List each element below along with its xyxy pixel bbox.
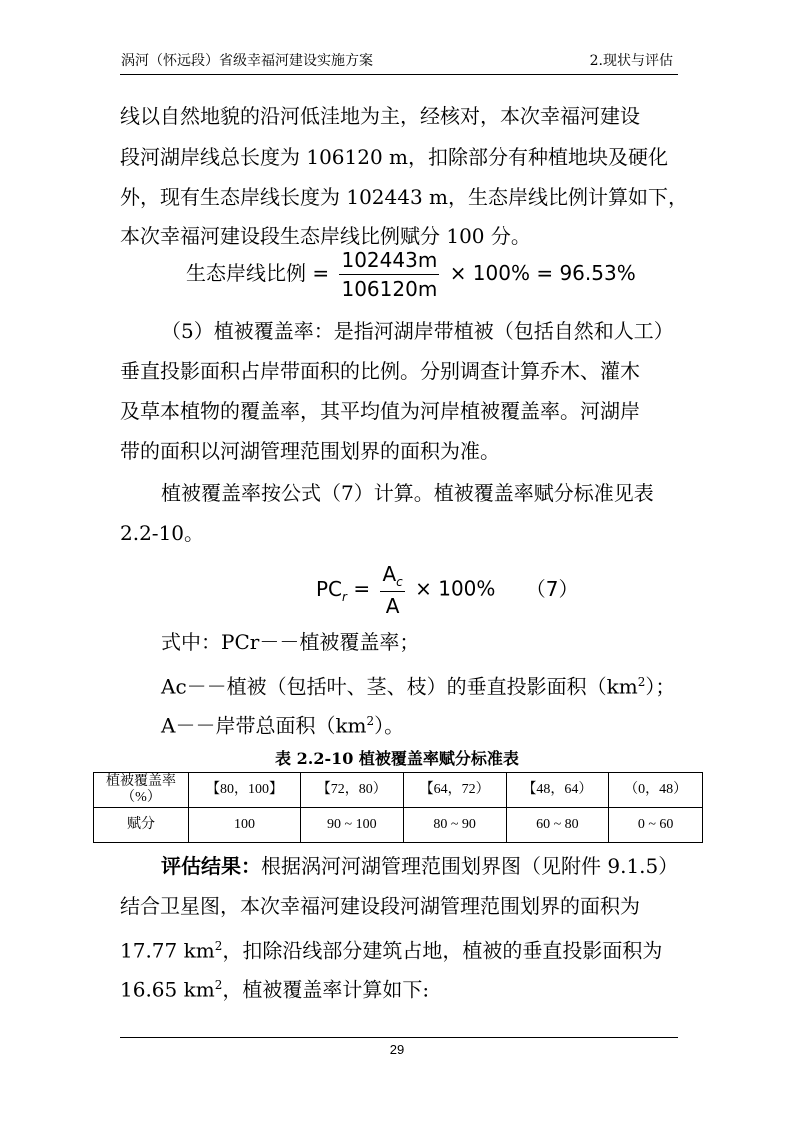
paragraph-line: 段河湖岸线总长度为 106120 m，扣除部分有种植地块及硬化: [120, 145, 669, 169]
table-cell: 80 ~ 90: [403, 808, 506, 843]
table-cell: 100: [189, 808, 301, 843]
page-header: [121, 50, 677, 74]
header-section: 2.现状与评估: [589, 53, 673, 69]
paragraph-line: 及草本植物的覆盖率，其平均值为河岸植被覆盖率。河湖岸: [120, 399, 640, 423]
table-row: [94, 808, 703, 843]
table-cell: 【80，100】: [189, 773, 301, 808]
result-line: 结合卫星图，本次幸福河建设段河湖管理范围划界的面积为: [120, 894, 640, 918]
formula-multiplier: × 100%: [415, 576, 496, 601]
formula-result: × 100% = 96.53%: [449, 261, 636, 285]
vegetation-score-table: [93, 772, 703, 843]
table-caption: 表 2.2-10 植被覆盖率赋分标准表: [275, 749, 519, 768]
definition-line: Ac－－植被（包括叶、茎、枝）的垂直投影面积$(km^2)$；: [161, 674, 676, 699]
table-cell: 【48，64）: [506, 773, 609, 808]
paragraph-line: 线以自然地貌的沿河低洼地为主，经核对，本次幸福河建设: [120, 104, 640, 128]
formula-denominator: 106120m: [341, 277, 438, 301]
definition-line: A－－岸带总面积$(km^2)$。: [161, 713, 405, 738]
result-line: 17.77 $km^2$，扣除沿线部分建筑占地，植被的垂直投影面积为: [120, 938, 663, 963]
result-line: 16.65 $km^2$，植被覆盖率计算如下:: [120, 977, 430, 1002]
table-cell: 90 ~ 100: [300, 808, 403, 843]
paragraph-line: 植被覆盖率按公式（7）计算。植被覆盖率赋分标准见表: [161, 481, 654, 505]
table-row-header: 赋分: [94, 808, 189, 843]
result-line: 评估结果：根据涡河河湖管理范围划界图（见附件 9.1.5）: [161, 854, 679, 878]
formula-vegetation-coverage: [316, 562, 579, 618]
formula-label: 生态岸线比例 =: [186, 261, 330, 285]
table-cell: 【64，72）: [403, 773, 506, 808]
paragraph-line: （5）植被覆盖率：是指河湖岸带植被（包括自然和人工）: [161, 319, 674, 343]
table-row-header: 植被覆盖率（%）: [94, 773, 189, 808]
formula-tag: （7）: [525, 576, 579, 601]
paragraph-line: 带的面积以河湖管理范围划界的面积为准。: [120, 439, 500, 463]
table-row: [94, 773, 703, 808]
header-doc-title: 涡河（怀远段）省级幸福河建设实施方案: [121, 53, 373, 69]
paragraph-line: 垂直投影面积占岸带面积的比例。分别调查计算乔木、灌木: [120, 359, 640, 383]
footer-rule: [120, 1037, 678, 1038]
definition-line: 式中：PCr－－植被覆盖率；: [161, 630, 420, 654]
paragraph-line: 外，现有生态岸线长度为 102443 m，生态岸线比例计算如下，: [120, 185, 689, 209]
table-cell: 【72，80）: [300, 773, 403, 808]
page-number: 29: [389, 1042, 405, 1057]
result-label: 评估结果：: [161, 854, 261, 878]
formula-fraction: [380, 562, 404, 618]
table-cell: 60 ~ 80: [506, 808, 609, 843]
table-cell: （0，48）: [609, 773, 703, 808]
formula-denominator: A: [385, 594, 400, 618]
paragraph-line: 2.2-10。: [120, 521, 205, 545]
formula-ecological-shoreline: [186, 248, 636, 301]
table-cell: 0 ~ 60: [609, 808, 703, 843]
formula-equals: =: [353, 576, 371, 601]
header-rule: [120, 74, 678, 75]
formula-lhs: $PC_r$: [316, 576, 347, 604]
formula-numerator: 102443m: [339, 248, 439, 275]
paragraph-line: 本次幸福河建设段生态岸线比例赋分 100 分。: [120, 224, 531, 248]
formula-fraction: [339, 248, 439, 301]
formula-numerator: $A_c$: [380, 562, 404, 592]
